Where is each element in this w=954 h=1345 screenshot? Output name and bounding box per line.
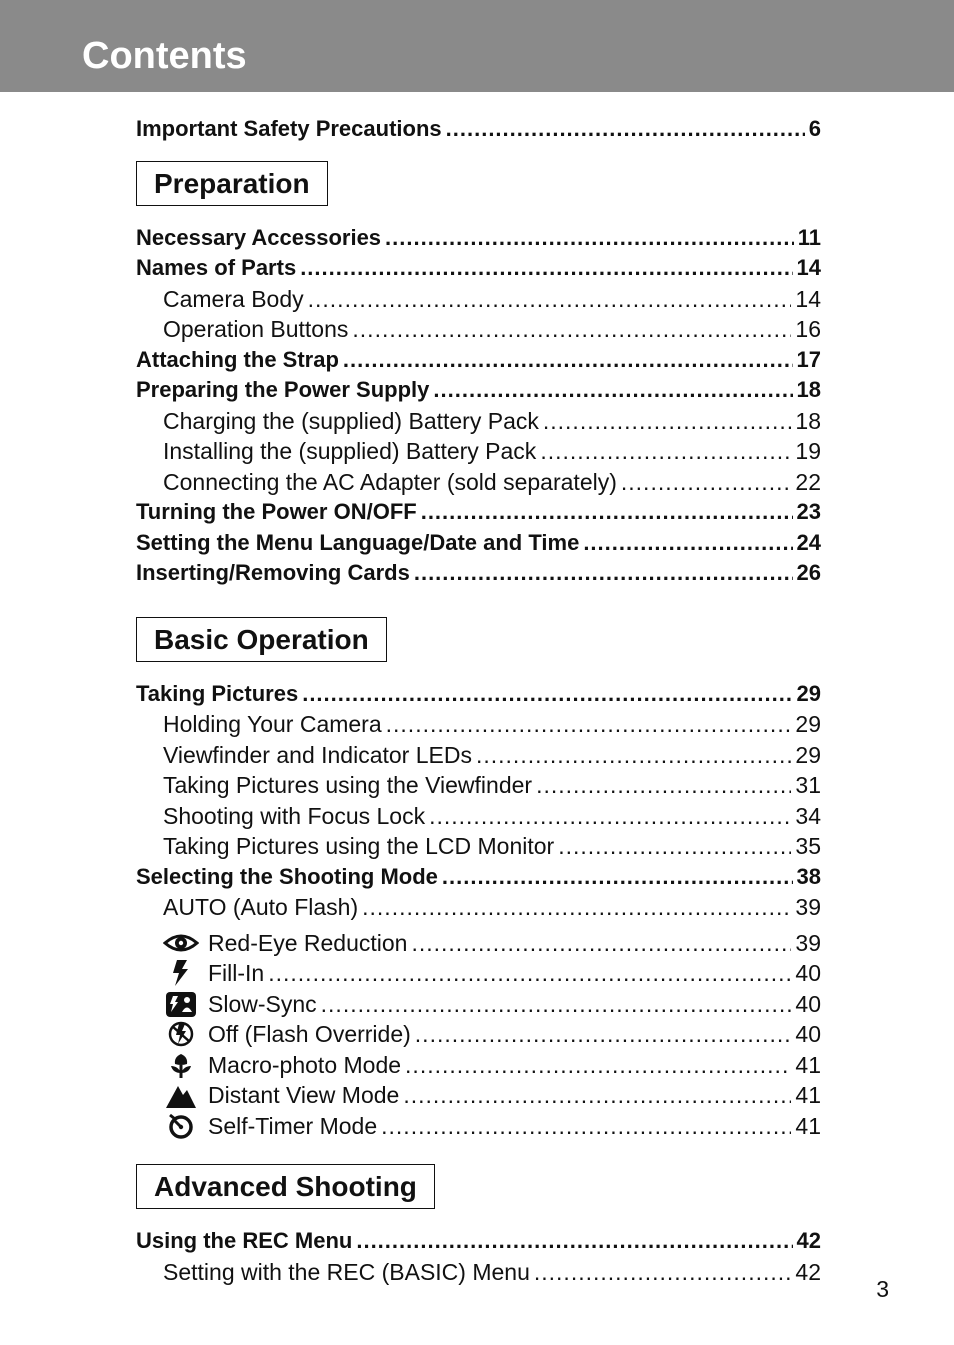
mountain-icon xyxy=(163,1081,199,1109)
dot-leader xyxy=(536,770,791,801)
toc-entry-title: Off (Flash Override) xyxy=(208,1021,411,1047)
toc-entry-sub[interactable] xyxy=(136,1045,821,1076)
toc-entry-title: AUTO (Auto Flash) xyxy=(163,894,359,920)
toc-entry-sub[interactable] xyxy=(136,1075,821,1106)
toc-entry-main[interactable] xyxy=(136,497,821,528)
dot-leader xyxy=(352,314,791,345)
dot-leader xyxy=(321,989,792,1020)
toc-entry-sub[interactable] xyxy=(136,1257,821,1288)
dot-leader xyxy=(534,1257,792,1288)
toc-entry-page: 42 xyxy=(796,1228,821,1253)
dot-leader xyxy=(414,558,793,589)
toc-entry-title: Using the REC Menu xyxy=(136,1228,353,1253)
toc-entry-sub[interactable] xyxy=(136,923,821,954)
dot-leader xyxy=(543,406,792,437)
dot-leader xyxy=(583,528,792,559)
toc-entry-title: Attaching the Strap xyxy=(136,346,339,372)
toc-entry-sub[interactable] xyxy=(136,984,821,1015)
toc-entry-title: Slow-Sync xyxy=(208,990,317,1017)
toc-entry-title: Taking Pictures using the LCD Monitor xyxy=(163,833,555,859)
dot-leader xyxy=(558,831,791,862)
dot-leader xyxy=(411,928,791,959)
toc-entry-main[interactable] xyxy=(136,223,821,254)
dot-leader xyxy=(268,958,791,989)
toc-entry-title: Setting the Menu Language/Date and Time xyxy=(136,529,580,555)
toc-entry-page: 29 xyxy=(795,711,821,737)
toc-entry-page: 38 xyxy=(796,863,821,889)
dot-leader xyxy=(300,253,792,284)
dot-leader xyxy=(476,740,791,771)
toc-entry-page: 14 xyxy=(796,255,821,280)
dot-leader xyxy=(343,345,793,376)
toc-entry-title: Macro-photo Mode xyxy=(208,1051,402,1078)
toc-entry-sub[interactable] xyxy=(136,892,821,923)
toc-entry-page: 11 xyxy=(797,224,821,250)
header-bar xyxy=(0,0,954,92)
dot-leader xyxy=(405,1050,791,1081)
toc-entry-title: Red-Eye Reduction xyxy=(208,929,408,956)
toc-entry-title: Self-Timer Mode xyxy=(208,1112,378,1139)
dot-leader xyxy=(403,1080,791,1111)
toc-entry-sub[interactable] xyxy=(136,801,821,832)
toc-entry-sub[interactable] xyxy=(136,467,821,498)
dot-leader xyxy=(446,114,805,145)
toc-entry-page: 39 xyxy=(795,894,821,920)
flash-icon xyxy=(163,959,199,987)
toc-entry-main[interactable] xyxy=(136,1226,821,1257)
toc-entry-sub[interactable] xyxy=(136,436,821,467)
toc-entry-title: Important Safety Precautions xyxy=(136,116,442,141)
toc-entry-title: Preparing the Power Supply xyxy=(136,377,430,402)
dot-leader xyxy=(308,284,792,315)
toc-entry-title: Turning the Power ON/OFF xyxy=(136,499,417,524)
toc-entry-page: 40 xyxy=(795,960,821,986)
toc-entry-page: 41 xyxy=(795,1112,821,1139)
toc-entry-sub[interactable] xyxy=(136,770,821,801)
toc-entry-sub[interactable] xyxy=(136,831,821,862)
dot-leader xyxy=(385,223,794,254)
toc-entry-page: 22 xyxy=(795,468,821,495)
toc-entry-page: 41 xyxy=(795,1082,821,1108)
toc-entry-main[interactable] xyxy=(136,528,821,559)
toc-entry-main[interactable] xyxy=(136,345,821,376)
self-timer-icon xyxy=(163,1112,199,1140)
toc-entry-sub[interactable] xyxy=(136,1014,821,1045)
toc-entry-sub[interactable] xyxy=(136,953,821,984)
toc-entry-page: 16 xyxy=(795,316,821,342)
toc-entry-main[interactable] xyxy=(136,558,821,589)
toc-entry-title: Connecting the AC Adapter (sold separately) xyxy=(163,468,617,495)
toc-entry-sub[interactable] xyxy=(136,314,821,345)
toc-entry-sub[interactable] xyxy=(136,709,821,740)
dot-leader xyxy=(302,679,792,710)
toc-entry-page: 34 xyxy=(795,802,821,829)
toc-entry-title: Operation Buttons xyxy=(163,316,349,342)
toc-entry-title: Distant View Mode xyxy=(208,1082,400,1108)
toc-entry-page: 29 xyxy=(795,741,821,768)
toc-entry-page: 31 xyxy=(795,772,821,798)
dot-leader xyxy=(621,467,792,498)
toc-entry-page: 42 xyxy=(795,1258,821,1285)
toc-entry-title: Viewfinder and Indicator LEDs xyxy=(163,741,472,768)
macro-flower-icon xyxy=(163,1051,199,1079)
dot-leader xyxy=(540,436,791,467)
toc-entry-title: Camera Body xyxy=(163,285,304,312)
dot-leader xyxy=(356,1226,792,1257)
toc-entry-page: 18 xyxy=(795,407,821,434)
dot-leader xyxy=(433,375,792,406)
toc-entry-page: 35 xyxy=(795,833,821,859)
toc-entry-page: 39 xyxy=(795,929,821,956)
toc-entry-page: 23 xyxy=(796,499,821,524)
toc-entry-main[interactable] xyxy=(136,679,821,710)
flash-off-icon xyxy=(163,1020,199,1048)
dot-leader xyxy=(429,801,791,832)
toc-entry-main[interactable] xyxy=(136,114,821,145)
toc-entry-title: Taking Pictures using the Viewfinder xyxy=(163,772,533,798)
table-of-contents xyxy=(136,114,821,1287)
section-heading: Preparation xyxy=(136,161,328,206)
toc-entry-title: Taking Pictures xyxy=(136,680,299,706)
toc-entry-page: 14 xyxy=(795,285,821,312)
toc-entry-title: Names of Parts xyxy=(136,255,297,280)
page-title: Contents xyxy=(82,35,247,77)
slow-sync-icon xyxy=(163,990,199,1018)
toc-entry-page: 6 xyxy=(808,116,821,141)
toc-entry-title: Installing the (supplied) Battery Pack xyxy=(163,438,537,464)
toc-entry-page: 29 xyxy=(796,680,821,706)
toc-entry-title: Shooting with Focus Lock xyxy=(163,802,426,829)
toc-entry-title: Fill-In xyxy=(208,960,265,986)
toc-entry-page: 18 xyxy=(796,377,821,402)
toc-entry-page: 41 xyxy=(795,1051,821,1078)
toc-entry-page: 24 xyxy=(796,529,821,555)
toc-entry-sub[interactable] xyxy=(136,406,821,437)
toc-entry-title: Selecting the Shooting Mode xyxy=(136,863,438,889)
dot-leader xyxy=(421,497,793,528)
toc-entry-title: Inserting/Removing Cards xyxy=(136,560,410,585)
toc-entry-title: Holding Your Camera xyxy=(163,711,382,737)
section-heading: Advanced Shooting xyxy=(136,1164,435,1209)
dot-leader xyxy=(381,1111,791,1142)
toc-entry-page: 19 xyxy=(795,438,821,464)
toc-entry-page: 26 xyxy=(796,560,821,585)
toc-entry-title: Charging the (supplied) Battery Pack xyxy=(163,407,539,434)
toc-entry-page: 17 xyxy=(796,346,821,372)
dot-leader xyxy=(362,892,791,923)
page-number: 3 xyxy=(876,1276,889,1302)
section-gap xyxy=(136,589,821,601)
toc-entry-main[interactable] xyxy=(136,253,821,284)
toc-entry-page: 40 xyxy=(795,990,821,1017)
toc-entry-title: Necessary Accessories xyxy=(136,224,382,250)
toc-entry-sub[interactable] xyxy=(136,740,821,771)
toc-entry-main[interactable] xyxy=(136,862,821,893)
toc-entry-sub[interactable] xyxy=(136,1106,821,1137)
toc-entry-page: 40 xyxy=(795,1021,821,1047)
red-eye-icon xyxy=(163,929,199,957)
toc-entry-title: Setting with the REC (BASIC) Menu xyxy=(163,1258,530,1285)
toc-entry-main[interactable] xyxy=(136,375,821,406)
dot-leader xyxy=(442,862,793,893)
section-heading: Basic Operation xyxy=(136,617,387,662)
toc-entry-sub[interactable] xyxy=(136,284,821,315)
dot-leader xyxy=(386,709,792,740)
dot-leader xyxy=(415,1019,792,1050)
